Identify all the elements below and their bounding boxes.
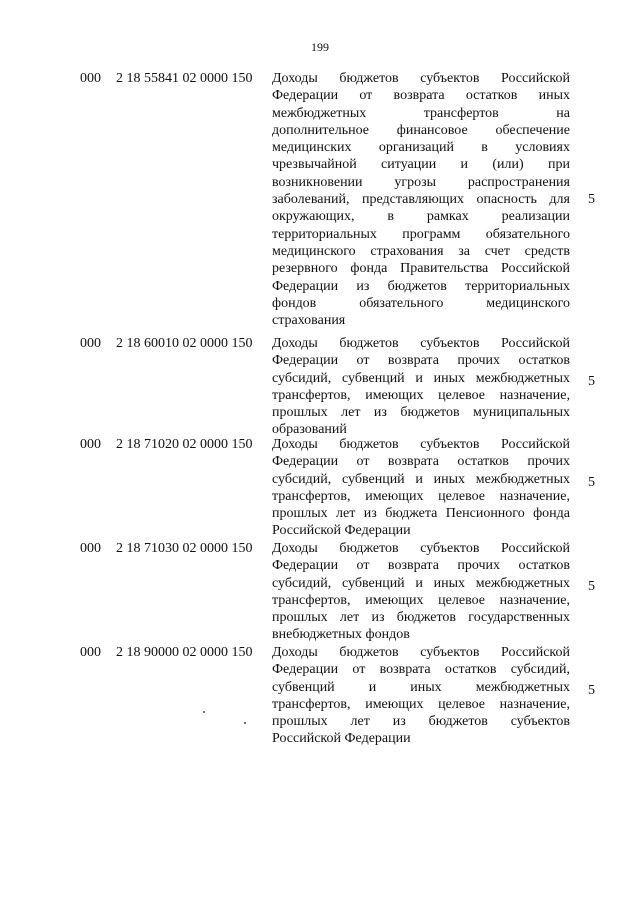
description-line: резервного фонда Правительства Российской	[272, 261, 570, 277]
income-description	[272, 644, 570, 748]
description-line: Российской Федерации	[272, 523, 411, 539]
description-line: субсидий, субвенций и иных межбюджетных	[272, 370, 570, 386]
description-line: дополнительное финансовое обеспечение	[272, 122, 570, 138]
description-line: Доходы бюджетов субъектов Российской	[272, 336, 570, 351]
income-description	[272, 335, 570, 439]
description-line: Доходы бюджетов субъектов Российской	[272, 71, 570, 86]
table-row	[0, 644, 640, 748]
description-line: Доходы бюджетов субъектов Российской	[272, 437, 570, 452]
description-line: Федерации от возврата прочих остатков	[272, 353, 570, 369]
budget-classification-code: 2 18 55841 02 0000 150	[116, 71, 253, 86]
description-line: Федерации от возврата остатков иных	[272, 88, 570, 104]
budget-classification-code: 2 18 71030 02 0000 150	[116, 541, 253, 556]
description-line: окружающих, в рамках реализации	[272, 209, 570, 225]
income-description	[272, 436, 570, 540]
description-line: субвенций и иных межбюджетных	[272, 679, 570, 695]
description-line: чрезвычайной ситуации и (или) при	[272, 157, 570, 173]
page-number: 199	[311, 40, 329, 54]
distribution-norm: 5	[588, 579, 595, 594]
description-line: территориальных программ обязательного	[272, 226, 570, 242]
budget-code-table	[0, 70, 640, 748]
description-line: межбюджетных трансфертов на	[272, 105, 570, 121]
description-line: прошлых лет из бюджетов муниципальных	[272, 405, 570, 421]
description-line: медицинских организаций в условиях	[272, 140, 570, 156]
income-description	[272, 70, 570, 329]
distribution-norm: 5	[588, 683, 595, 698]
table-row	[0, 540, 640, 644]
description-line: трансфертов, имеющих целевое назначение,	[272, 387, 570, 403]
description-line: субсидий, субвенций и иных межбюджетных	[272, 575, 570, 591]
budget-classification-code: 2 18 71020 02 0000 150	[116, 437, 253, 452]
budget-classification-code: 2 18 60010 02 0000 150	[116, 336, 253, 351]
description-line: трансфертов, имеющих целевое назначение,	[272, 488, 570, 504]
description-line: фондов обязательного медицинского	[272, 295, 570, 311]
description-line: трансфертов, имеющих целевое назначение,	[272, 592, 570, 608]
description-line: трансфертов, имеющих целевое назначение,	[272, 696, 570, 712]
budget-classification-code: 2 18 90000 02 0000 150	[116, 645, 253, 660]
admin-code: 000	[80, 336, 101, 351]
scan-speck	[244, 722, 246, 724]
description-line: Федерации от возврата прочих остатков	[272, 558, 570, 574]
description-line: Федерации от возврата остатков субсидий,	[272, 662, 570, 678]
admin-code: 000	[80, 71, 101, 86]
description-line: медицинского страхования за счет средств	[272, 243, 570, 259]
admin-code: 000	[80, 645, 101, 660]
description-line: Доходы бюджетов субъектов Российской	[272, 541, 570, 556]
income-description	[272, 540, 570, 644]
description-line: заболеваний, представляющих опасность для	[272, 192, 570, 208]
description-line: Доходы бюджетов субъектов Российской	[272, 645, 570, 660]
description-line: субсидий, субвенций и иных межбюджетных	[272, 471, 570, 487]
description-line: образований	[272, 422, 347, 438]
description-line: Российской Федерации	[272, 731, 411, 747]
table-row	[0, 70, 640, 335]
description-line: страхования	[272, 313, 346, 329]
distribution-norm: 5	[588, 374, 595, 389]
scan-speck	[203, 711, 205, 713]
description-line: внебюджетных фондов	[272, 627, 410, 643]
admin-code: 000	[80, 541, 101, 556]
description-line: прошлых лет из бюджета Пенсионного фонда	[272, 506, 570, 522]
distribution-norm: 5	[588, 475, 595, 490]
distribution-norm: 5	[588, 192, 595, 207]
description-line: Федерации от возврата остатков прочих	[272, 454, 570, 470]
table-row	[0, 436, 640, 540]
admin-code: 000	[80, 437, 101, 452]
description-line: возникновении угрозы распространения	[272, 174, 570, 190]
description-line: прошлых лет из бюджетов субъектов	[272, 714, 570, 730]
table-row	[0, 335, 640, 436]
description-line: Федерации из бюджетов территориальных	[272, 278, 570, 294]
description-line: прошлых лет из бюджетов государственных	[272, 610, 570, 626]
